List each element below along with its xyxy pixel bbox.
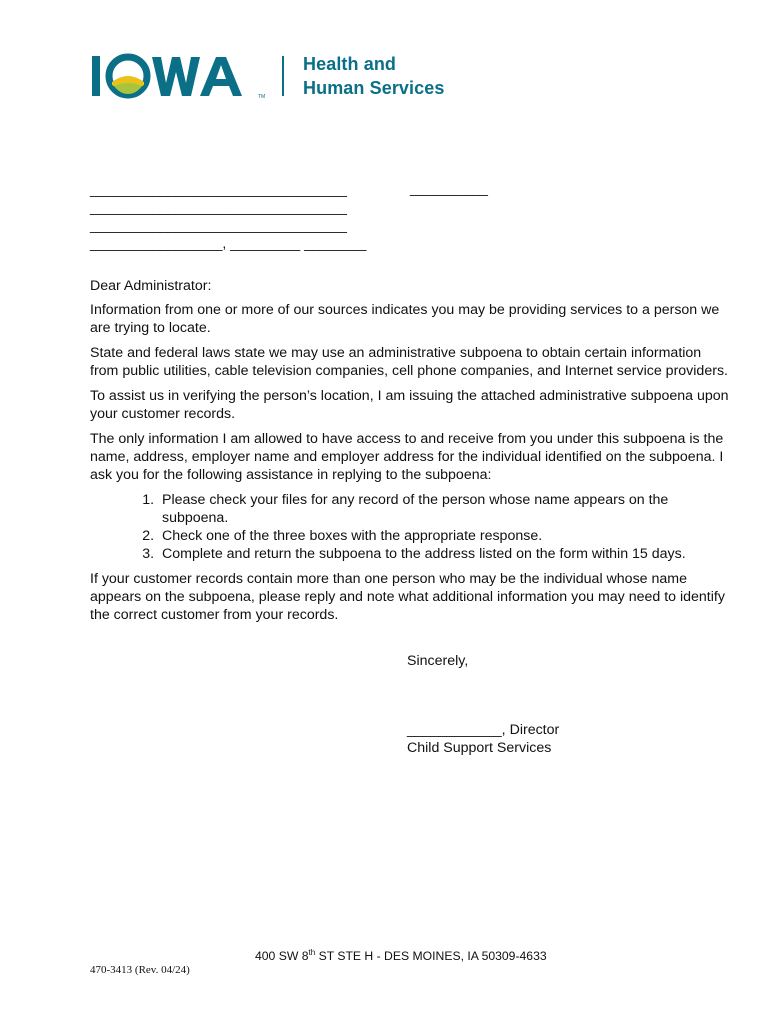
- iowa-logo-icon: [90, 52, 270, 104]
- signature-line: ____________, Director: [407, 722, 560, 738]
- list-item: 2. Check one of the three boxes with the appropriate response.: [158, 527, 730, 545]
- address-street-number: 400 SW 8: [255, 949, 309, 964]
- closing-paragraph: If your customer records contain more than one person who may be the individual whose name appears on the subpoena, please reply and note what additional information you may need to identify the correct customer from your records.: [90, 571, 725, 623]
- address-blank-line-1: _________________________________: [90, 181, 347, 197]
- paragraph: Information from one or more of our sources indicates you may be providing services to a person we are trying to locate.: [90, 302, 720, 336]
- list-item: 1. Please check your files for any record of the person whose name appears on the subpoena.: [158, 491, 730, 527]
- address-ordinal: th: [308, 948, 316, 957]
- logo-divider: [282, 56, 284, 96]
- letter-body: [90, 277, 730, 631]
- paragraph: State and federal laws state we may use an administrative subpoena to obtain certain information from public utilities, cable television companies, cell phone companies, and Internet service providers.: [90, 345, 728, 379]
- brand-line-2: Human Services: [303, 78, 445, 98]
- date-blank: __________: [410, 180, 488, 196]
- trademark-mark: TM: [258, 94, 266, 100]
- list-item: 3. Complete and return the subpoena to the address listed on the form within 15 days.: [158, 545, 730, 563]
- signature-block: [407, 721, 559, 757]
- signature-title: Child Support Services: [407, 740, 552, 756]
- brand-line-1: Health and: [303, 54, 397, 74]
- address-blank-line-3: _________________________________: [90, 217, 347, 233]
- address-blank-line-2: _________________________________: [90, 199, 347, 215]
- recipient-address-blanks: [90, 180, 366, 252]
- salutation: Dear Administrator:: [90, 278, 212, 294]
- sign-off: Sincerely,: [407, 653, 469, 669]
- assistance-steps-list: [90, 491, 730, 563]
- footer-address: [255, 948, 547, 963]
- form-number: 470-3413 (Rev. 04/24): [90, 964, 190, 976]
- address-blank-line-4: _________________, _________ ________: [90, 235, 367, 251]
- paragraph: To assist us in verifying the person’s location, I am issuing the attached administrative subpoena upon your customer records.: [90, 388, 729, 422]
- paragraph: The only information I am allowed to have access to and receive from you under this subpoena is the name, address, employer name and employer address for the individual identified on the subpoena. I ask you for the following assistance in replying to the subpoena:: [90, 431, 724, 483]
- address-rest: ST STE H - DES MOINES, IA 50309-4633: [315, 949, 547, 964]
